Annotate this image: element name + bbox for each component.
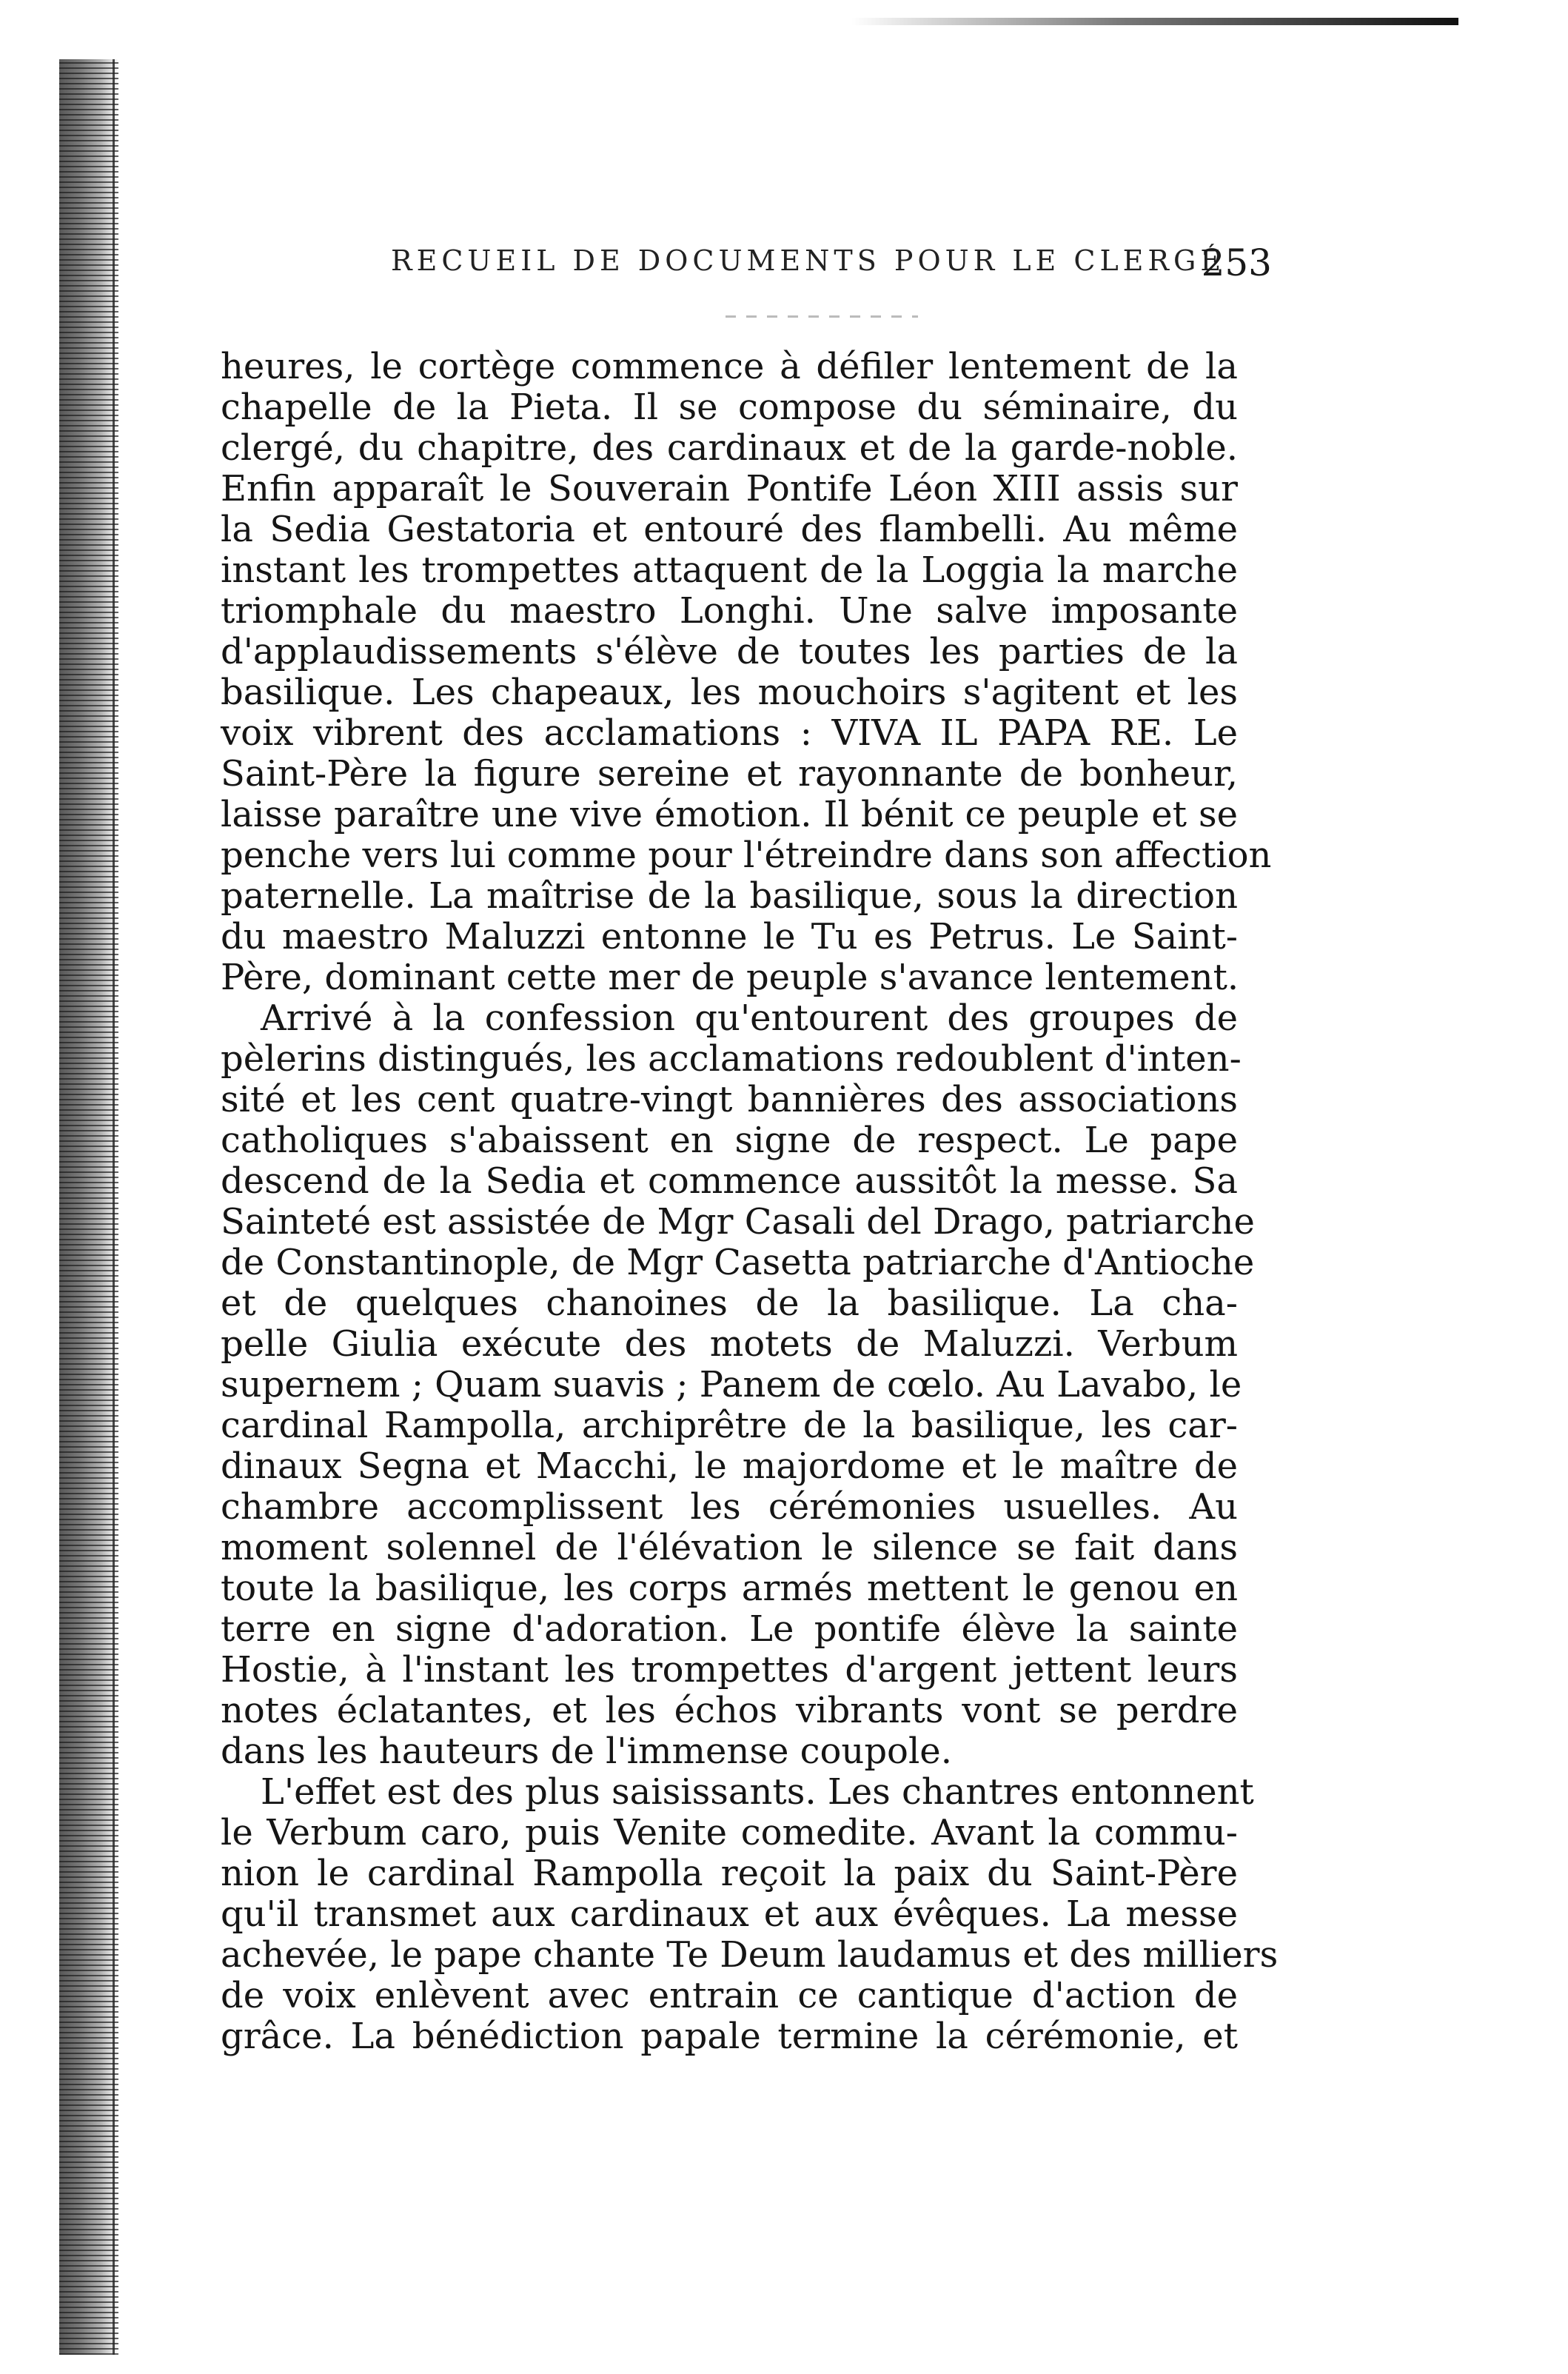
body-line-12: laisse paraître une vive émotion. Il bénit ce peuple et se [221, 794, 1238, 835]
body-line-16: Père, dominant cette mer de peuple s'avance lentement. [221, 957, 1239, 998]
body-line-20: catholiques s'abaissent en signe de respect. Le pape [221, 1120, 1238, 1161]
body-line-23: de Constantinople, de Mgr Casetta patriarche d'Antioche [221, 1242, 1255, 1283]
body-line-41: de voix enlèvent avec entrain ce cantique d'action de [221, 1975, 1238, 2016]
body-line-7: triomphale du maestro Longhi. Une salve imposante [221, 590, 1238, 632]
body-line-25: pelle Giulia exécute des motets de Maluzzi. Verbum [221, 1323, 1238, 1365]
running-title: RECUEIL DE DOCUMENTS POUR LE CLERGÉ [391, 244, 1226, 277]
body-line-11: Saint-Père la figure sereine et rayonnante de bonheur, [221, 753, 1238, 795]
body-line-36: L'effet est des plus saisissants. Les chantres entonnent [261, 1771, 1254, 1813]
body-line-17: Arrivé à la confession qu'entourent des groupes de [261, 997, 1238, 1039]
body-line-10: voix vibrent des acclamations : VIVA IL PAPA RE. Le [221, 712, 1238, 754]
scan-top-edge-line [851, 18, 1458, 25]
body-line-38: nion le cardinal Rampolla reçoit la paix du Saint-Père [221, 1853, 1238, 1894]
body-line-2: chapelle de la Pieta. Il se compose du séminaire, du [221, 387, 1238, 428]
body-line-8: d'applaudissements s'élève de toutes les parties de la [221, 631, 1238, 672]
page-number: 253 [1201, 241, 1272, 284]
body-line-33: Hostie, à l'instant les trompettes d'argent jettent leurs [221, 1649, 1238, 1691]
body-line-9: basilique. Les chapeaux, les mouchoirs s'agitent et les [221, 672, 1238, 713]
body-line-31: toute la basilique, les corps armés mettent le genou en [221, 1568, 1238, 1609]
scan-binding-line [113, 59, 115, 2355]
body-line-5: la Sedia Gestatoria et entouré des flambelli. Au même [221, 509, 1238, 550]
header-divider [726, 315, 918, 318]
body-line-27: cardinal Rampolla, archiprêtre de la basilique, les car- [221, 1405, 1238, 1446]
body-line-30: moment solennel de l'élévation le silence se fait dans [221, 1527, 1238, 1568]
body-line-24: et de quelques chanoines de la basilique. La cha- [221, 1283, 1238, 1324]
body-line-18: pèlerins distingués, les acclamations redoublent d'inten- [221, 1038, 1242, 1080]
body-line-6: instant les trompettes attaquent de la Loggia la marche [221, 549, 1238, 591]
body-line-39: qu'il transmet aux cardinaux et aux évêques. La messe [221, 1893, 1238, 1935]
body-text [221, 346, 1279, 2057]
body-line-42: grâce. La bénédiction papale termine la cérémonie, et [221, 2016, 1238, 2057]
body-line-3: clergé, du chapitre, des cardinaux et de la garde-noble. [221, 427, 1238, 469]
scan-binding-edge [59, 59, 118, 2355]
body-line-19: sité et les cent quatre-vingt bannières des associations [221, 1079, 1238, 1120]
body-line-29: chambre accomplissent les cérémonies usuelles. Au [221, 1486, 1238, 1528]
body-line-14: paternelle. La maîtrise de la basilique, sous la direction [221, 875, 1238, 917]
body-line-40: achevée, le pape chante Te Deum laudamus et des milliers [221, 1934, 1279, 1976]
body-line-1: heures, le cortège commence à défiler lentement de la [221, 346, 1238, 387]
page-header [391, 241, 1272, 289]
body-line-15: du maestro Maluzzi entonne le Tu es Petrus. Le Saint- [221, 916, 1238, 957]
body-line-22: Sainteté est assistée de Mgr Casali del Drago, patriarche [221, 1201, 1255, 1243]
body-line-13: penche vers lui comme pour l'étreindre dans son affection [221, 835, 1272, 876]
body-line-35: dans les hauteurs de l'immense coupole. [221, 1731, 952, 1772]
body-line-21: descend de la Sedia et commence aussitôt la messe. Sa [221, 1160, 1238, 1202]
body-line-28: dinaux Segna et Macchi, le majordome et le maître de [221, 1445, 1238, 1487]
body-line-26: supernem ; Quam suavis ; Panem de cœlo. Au Lavabo, le [221, 1364, 1242, 1405]
body-line-34: notes éclatantes, et les échos vibrants vont se perdre [221, 1690, 1238, 1731]
body-line-37: le Verbum caro, puis Venite comedite. Avant la commu- [221, 1812, 1238, 1853]
body-line-32: terre en signe d'adoration. Le pontife élève la sainte [221, 1608, 1238, 1650]
body-line-4: Enfin apparaît le Souverain Pontife Léon XIII assis sur [221, 468, 1238, 509]
